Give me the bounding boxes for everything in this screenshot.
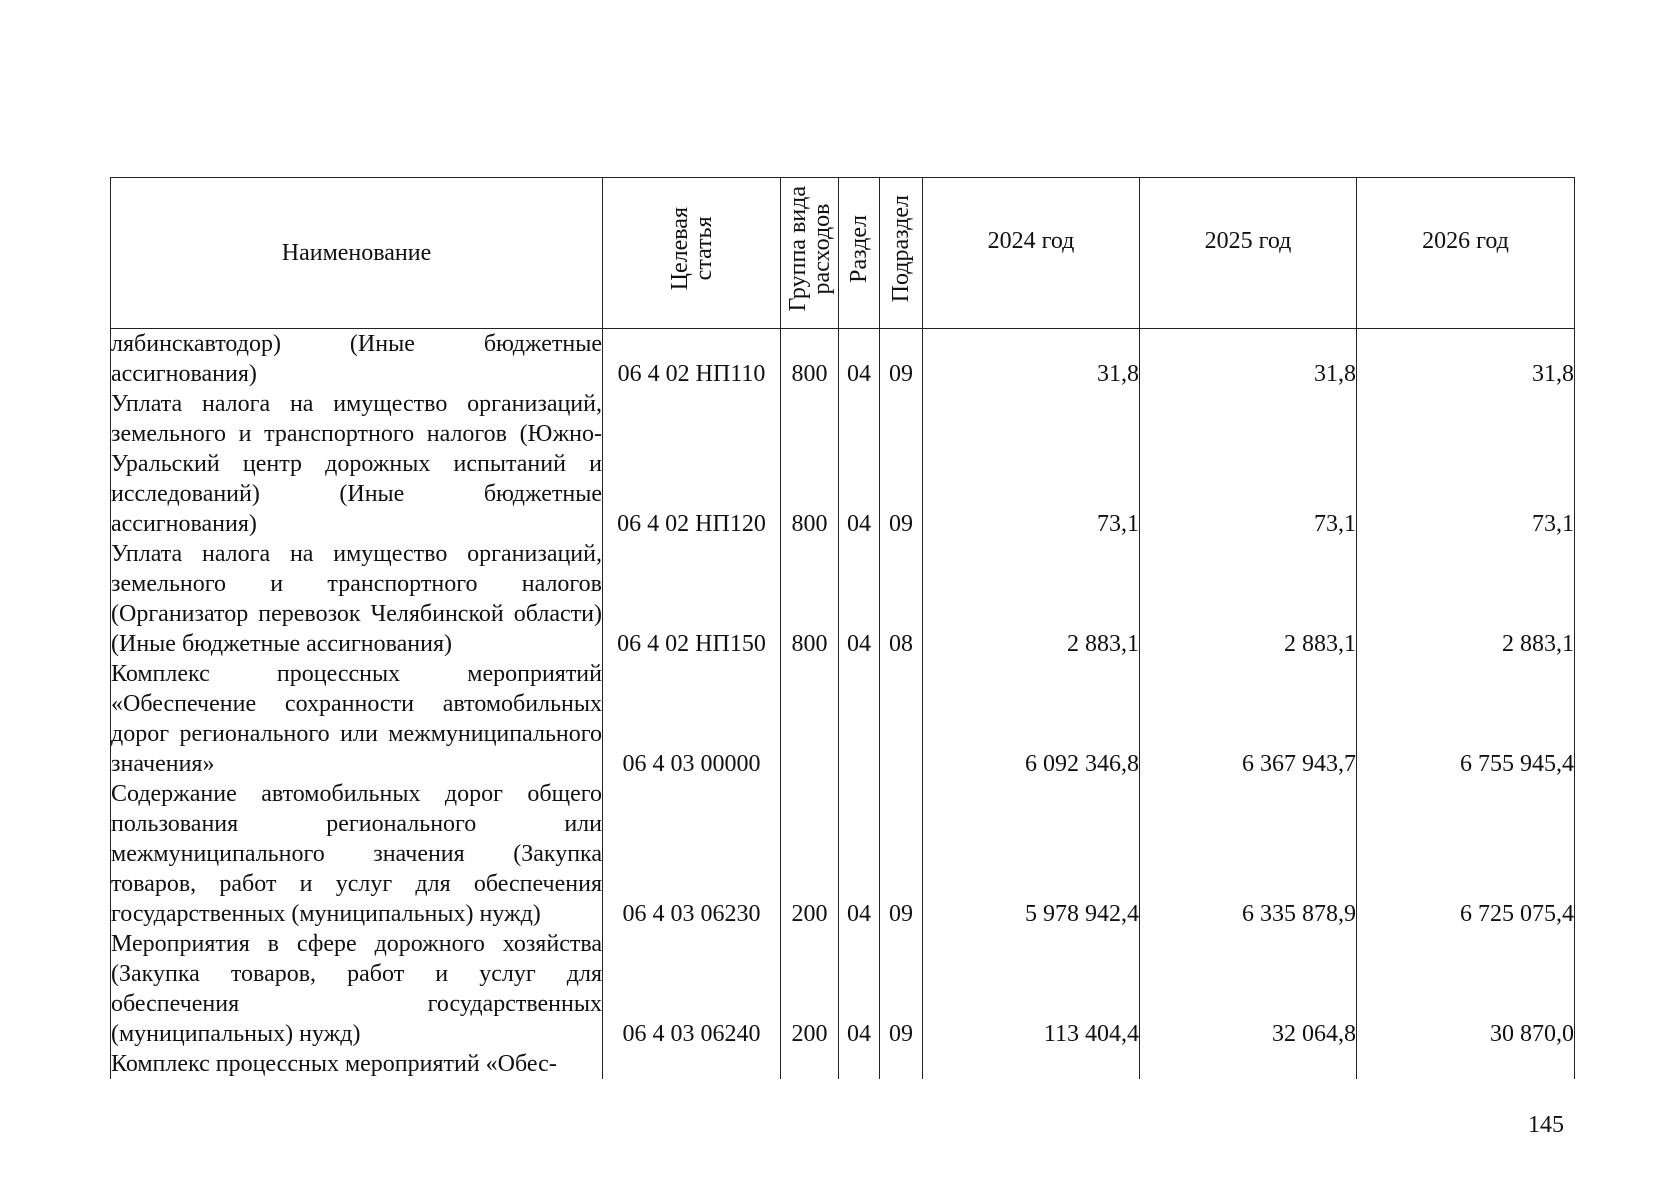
row-value-2024: 2 883,1 [923,539,1140,659]
row-expense-group: 200 [781,779,839,929]
row-value-2026 [1357,1049,1575,1079]
row-value-2025: 31,8 [1140,329,1357,390]
row-expense-group: 800 [781,389,839,539]
row-value-2024: 6 092 346,8 [923,659,1140,779]
row-subsection: 09 [880,329,923,390]
row-value-2026: 73,1 [1357,389,1575,539]
header-2024: 2024 год [923,178,1140,329]
row-subsection: 09 [880,389,923,539]
header-subsection: Подраздел [880,178,923,329]
row-subsection: 09 [880,779,923,929]
row-value-2026: 31,8 [1357,329,1575,390]
row-value-2025: 6 335 878,9 [1140,779,1357,929]
row-name: Уплата налога на имущество организаций, земельного и транспортного налогов (Южно-Уральский центр дорожных испытаний и исследований) (Иные бюджетные ассигнования) [111,391,602,537]
table-row [111,929,1575,1049]
table-header-row [111,178,1575,329]
row-value-2026: 6 725 075,4 [1357,779,1575,929]
row-name: Мероприятия в сфере дорожного хозяйства (Закупка товаров, работ и услуг для обеспечения государственных (муниципальных) нужд) [111,931,602,1047]
header-2025: 2025 год [1140,178,1357,329]
table-row [111,389,1575,539]
row-value-2024: 31,8 [923,329,1140,390]
row-target-article: 06 4 02 НП120 [603,389,781,539]
page-number: 145 [1528,1112,1564,1138]
row-value-2025 [1140,1049,1357,1079]
row-value-2025: 32 064,8 [1140,929,1357,1049]
row-name: Уплата налога на имущество организаций, земельного и транспортного налогов (Организатор перевозок Челябинской области) (Иные бюджетные ассигнования) [111,541,602,657]
row-section [839,659,880,779]
row-value-2025: 2 883,1 [1140,539,1357,659]
row-value-2024 [923,1049,1140,1079]
row-section: 04 [839,539,880,659]
header-target-article: Целевая статья [603,178,781,329]
row-value-2024: 5 978 942,4 [923,779,1140,929]
row-section: 04 [839,929,880,1049]
row-value-2026: 6 755 945,4 [1357,659,1575,779]
row-value-2025: 6 367 943,7 [1140,659,1357,779]
row-section: 04 [839,779,880,929]
row-subsection: 08 [880,539,923,659]
table-row [111,659,1575,779]
row-subsection [880,659,923,779]
row-value-2025: 73,1 [1140,389,1357,539]
row-name: Комплекс процессных мероприятий «Обес- [111,1049,603,1079]
row-value-2026: 30 870,0 [1357,929,1575,1049]
row-name: лябинскавтодор) (Иные бюджетные ассигнования) [111,329,603,390]
table-body [111,329,1575,1080]
row-target-article: 06 4 02 НП150 [603,539,781,659]
row-section: 04 [839,329,880,390]
row-section [839,1049,880,1079]
table-row [111,329,1575,390]
row-expense-group [781,659,839,779]
row-expense-group: 800 [781,539,839,659]
row-name: Содержание автомобильных дорог общего пользования регионального или межмуниципального значения (Закупка товаров, работ и услуг для обеспечения государственных (муниципальных) нужд) [111,781,602,927]
row-target-article: 06 4 03 00000 [603,659,781,779]
row-value-2026: 2 883,1 [1357,539,1575,659]
row-section: 04 [839,389,880,539]
row-subsection: 09 [880,929,923,1049]
row-value-2024: 113 404,4 [923,929,1140,1049]
header-name: Наименование [111,178,603,329]
row-expense-group: 800 [781,329,839,390]
row-subsection [880,1049,923,1079]
row-expense-group [781,1049,839,1079]
table-row [111,1049,1575,1079]
row-name: Комплекс процессных мероприятий «Обеспечение сохранности автомобильных дорог регионального или межмуниципального значения» [111,661,602,777]
row-target-article: 06 4 02 НП110 [603,329,781,390]
header-section: Раздел [839,178,880,329]
row-target-article: 06 4 03 06240 [603,929,781,1049]
header-2026: 2026 год [1357,178,1575,329]
header-expense-group: Группа вида расходов [781,178,839,329]
row-target-article [603,1049,781,1079]
table-row [111,539,1575,659]
table-row [111,779,1575,929]
row-value-2024: 73,1 [923,389,1140,539]
row-target-article: 06 4 03 06230 [603,779,781,929]
row-expense-group: 200 [781,929,839,1049]
budget-table [110,177,1575,1079]
